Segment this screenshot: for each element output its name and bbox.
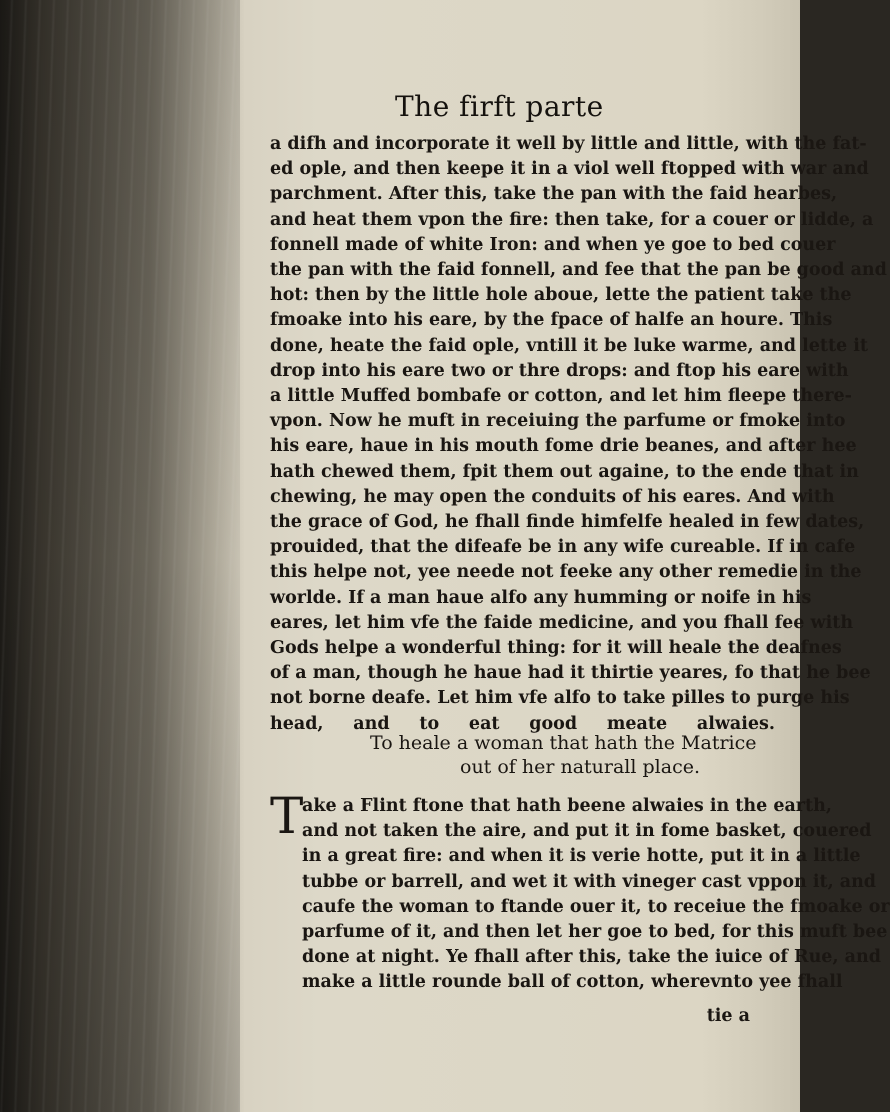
text-line: prouided, that the difeafe be in any wife cureable. If in cafe: [270, 537, 856, 558]
text-line: parfume of it, and then let her goe to bed, for this muft bee: [302, 922, 888, 943]
text-line: a little Muffed bombafe or cotton, and let him fleepe there-: [270, 386, 852, 407]
section-heading-line-2: out of her naturall place.: [460, 756, 700, 778]
text-line: the grace of God, he fhall finde himfelfe healed in few dates,: [270, 512, 865, 533]
text-line: fmoake into his eare, by the fpace of halfe an houre. This: [270, 310, 833, 331]
running-header: The firft parte: [395, 90, 604, 123]
body-paragraph: [270, 132, 887, 737]
text-line: ake a Flint ftone that hath beene alwaies in the earth,: [302, 796, 832, 816]
text-line: make a little rounde ball of cotton, wherevnto yee fhall: [302, 972, 843, 993]
section-heading-line-1: To heale a woman that hath the Matrice: [370, 732, 757, 754]
text-line: his eare, haue in his mouth fome drie beanes, and after hee: [270, 436, 857, 457]
text-line: eares, let him vfe the faide medicine, and you fhall fee with: [270, 612, 854, 633]
text-line: fonnell made of white Iron: and when ye goe to bed couer: [270, 234, 836, 255]
text-line: and heat them vpon the fire: then take, for a couer or lidde, a: [270, 209, 874, 230]
text-line: head, and to eat good meate alwaies.: [270, 713, 775, 734]
text-line: this helpe not, yee neede not feeke any other remedie in the: [270, 562, 862, 583]
text-line: parchment. After this, take the pan with the faid hearbes,: [270, 184, 838, 205]
text-line: the pan with the faid fonnell, and fee that the pan be good and: [270, 260, 887, 281]
text-line: tubbe or barrell, and wet it with vineger cast vppon it, and: [302, 871, 877, 892]
text-line: in a great fire: and when it is verie hotte, put it in a little: [302, 846, 861, 867]
book-gutter: [0, 0, 240, 1112]
text-line: chewing, he may open the conduits of his eares. And with: [270, 486, 835, 507]
page-content: [245, 88, 890, 1088]
drop-cap: T: [270, 787, 304, 845]
text-line: Gods helpe a wonderful thing: for it will heale the deafnes: [270, 638, 842, 659]
text-line: done, heate the faid ople, vntill it be luke warme, and lette it: [270, 335, 868, 356]
text-line: caufe the woman to ftande ouer it, to receiue the fmoake or: [302, 896, 890, 917]
text-line: hath chewed them, fpit them out againe, to the ende that in: [270, 461, 859, 482]
text-line: of a man, though he haue had it thirtie yeares, fo that he bee: [270, 663, 871, 684]
catchword: tie a: [706, 1006, 750, 1026]
text-line: ed ople, and then keepe it in a viol well ftopped with war and: [270, 159, 869, 180]
text-line: drop into his eare two or thre drops: and ftop his eare with: [270, 360, 849, 381]
section-paragraph: [302, 794, 890, 996]
section-heading: [370, 731, 757, 779]
text-line: a difh and incorporate it well by little and little, with the fat-: [270, 134, 867, 154]
text-line: worlde. If a man haue alfo any humming or noife in his: [270, 587, 812, 608]
text-line: vpon. Now he muft in receiuing the parfume or fmoke into: [270, 411, 846, 432]
text-line: done at night. Ye fhall after this, take the iuice of Rue, and: [302, 947, 881, 968]
text-line: hot: then by the little hole aboue, lette the patient take the: [270, 285, 852, 306]
text-line: and not taken the aire, and put it in fome basket, couered: [302, 821, 872, 842]
text-line: not borne deafe. Let him vfe alfo to take pilles to purge his: [270, 688, 850, 709]
